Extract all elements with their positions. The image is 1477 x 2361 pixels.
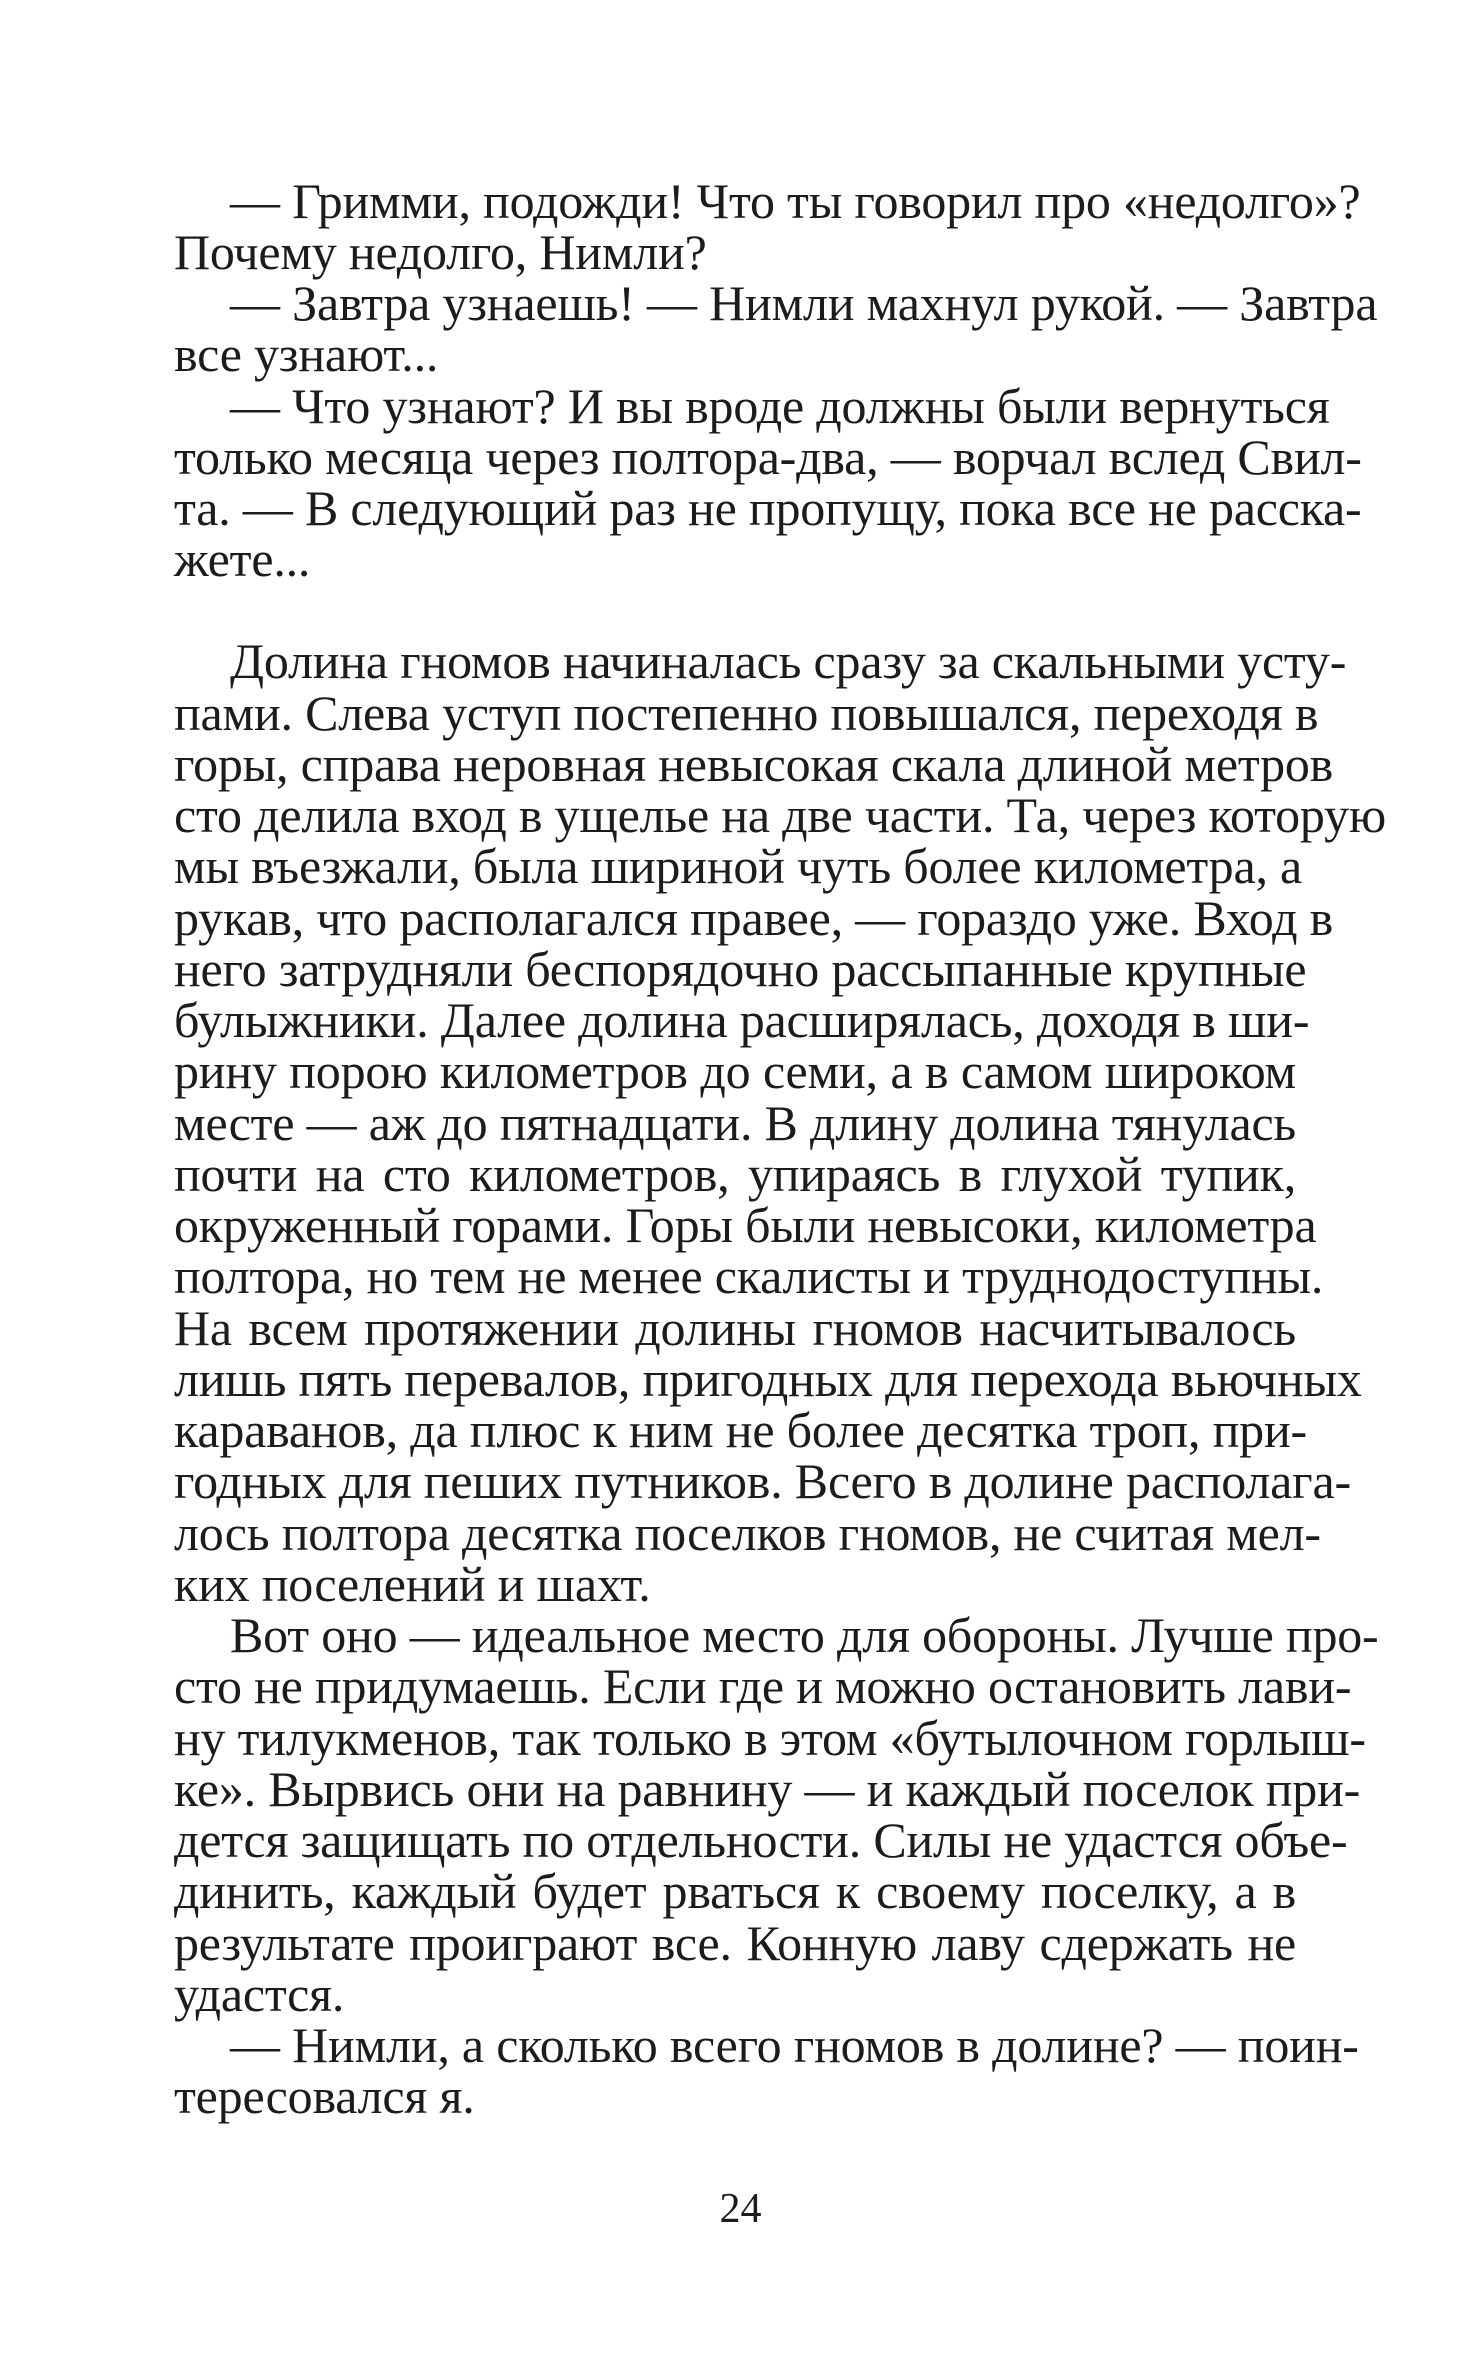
text-line: результате проиграют все. Конную лаву сдержать не (174, 1915, 1296, 1971)
text-line: пами. Слева уступ постепенно повышался, переходя в (174, 685, 1319, 741)
text-line: Почему недолго, Нимли? (174, 224, 707, 280)
text-line: полтора, но тем не менее скалисты и труднодоступны. (174, 1248, 1324, 1304)
text-line: — Завтра узнаешь! — Нимли махнул рукой. — Завтра (230, 275, 1378, 331)
text-line: окруженный горами. Горы были невысоки, километра (174, 1197, 1317, 1253)
text-line: ких поселений и шахт. (174, 1556, 651, 1612)
text-line: — Что узнают? И вы вроде должны были вернуться (230, 378, 1330, 434)
text-line: все узнают... (174, 326, 439, 382)
text-line: удастся. (174, 1966, 345, 2022)
text-line: На всем протяжении долины гномов насчитывалось (174, 1300, 1296, 1356)
text-line: горы, справа неровная невысокая скала длиной метров (174, 736, 1334, 792)
text-line: Вот оно — идеальное место для обороны. Лучше про- (230, 1607, 1379, 1663)
text-line: только месяца через полтора-два, — ворчал вслед Свил- (174, 429, 1362, 485)
text-line: сто делила вход в ущелье на две части. Та, через которую (174, 787, 1387, 843)
text-line: булыжники. Далее долина расширялась, доходя в ши- (174, 992, 1310, 1048)
text-line: сто не придумаешь. Если где и можно остановить лави- (174, 1658, 1352, 1714)
text-line: дется защищать по отдельности. Силы не удастся объе- (174, 1812, 1348, 1868)
text-line: лось полтора десятка поселков гномов, не считая мел- (174, 1505, 1321, 1561)
text-line: него затрудняли беспорядочно рассыпанные крупные (174, 941, 1307, 997)
page-number (0, 2184, 1477, 2234)
text-line: мы въезжали, была шириной чуть более километра, а (174, 838, 1303, 894)
text-line: караванов, да плюс к ним не более десятка троп, при- (174, 1402, 1307, 1458)
text-line: рукав, что располагался правее, — гораздо уже. Вход в (174, 890, 1334, 946)
text-line: ну тилукменов, так только в этом «бутылочном горлыш- (174, 1710, 1366, 1766)
text-line: месте — аж до пятнадцати. В длину долина тянулась (174, 1095, 1297, 1151)
text-line: лишь пять перевалов, пригодных для перехода вьючных (174, 1351, 1362, 1407)
text-line: ке». Вырвись они на равнину — и каждый поселок при- (174, 1761, 1361, 1817)
text-line: та. — В следующий раз не пропущу, пока все не расска- (174, 480, 1362, 536)
text-line: почти на сто километров, упираясь в глухой тупик, (174, 1146, 1296, 1202)
text-line: — Гримми, подожди! Что ты говорил про «недолго»? (230, 173, 1361, 229)
text-line: — Нимли, а сколько всего гномов в долине? — поин- (230, 2017, 1359, 2073)
text-line: жете... (174, 531, 311, 587)
page-number-text: 24 (719, 2186, 762, 2232)
text-line: динить, каждый будет рваться к своему поселку, а в (174, 1863, 1296, 1919)
text-line: тересовался я. (174, 2068, 475, 2124)
text-line: Долина гномов начиналась сразу за скальными усту- (230, 633, 1347, 689)
text-line: рину порою километров до семи, а в самом широком (174, 1043, 1296, 1099)
text-line: годных для пеших путников. Всего в долине располага- (174, 1453, 1351, 1509)
